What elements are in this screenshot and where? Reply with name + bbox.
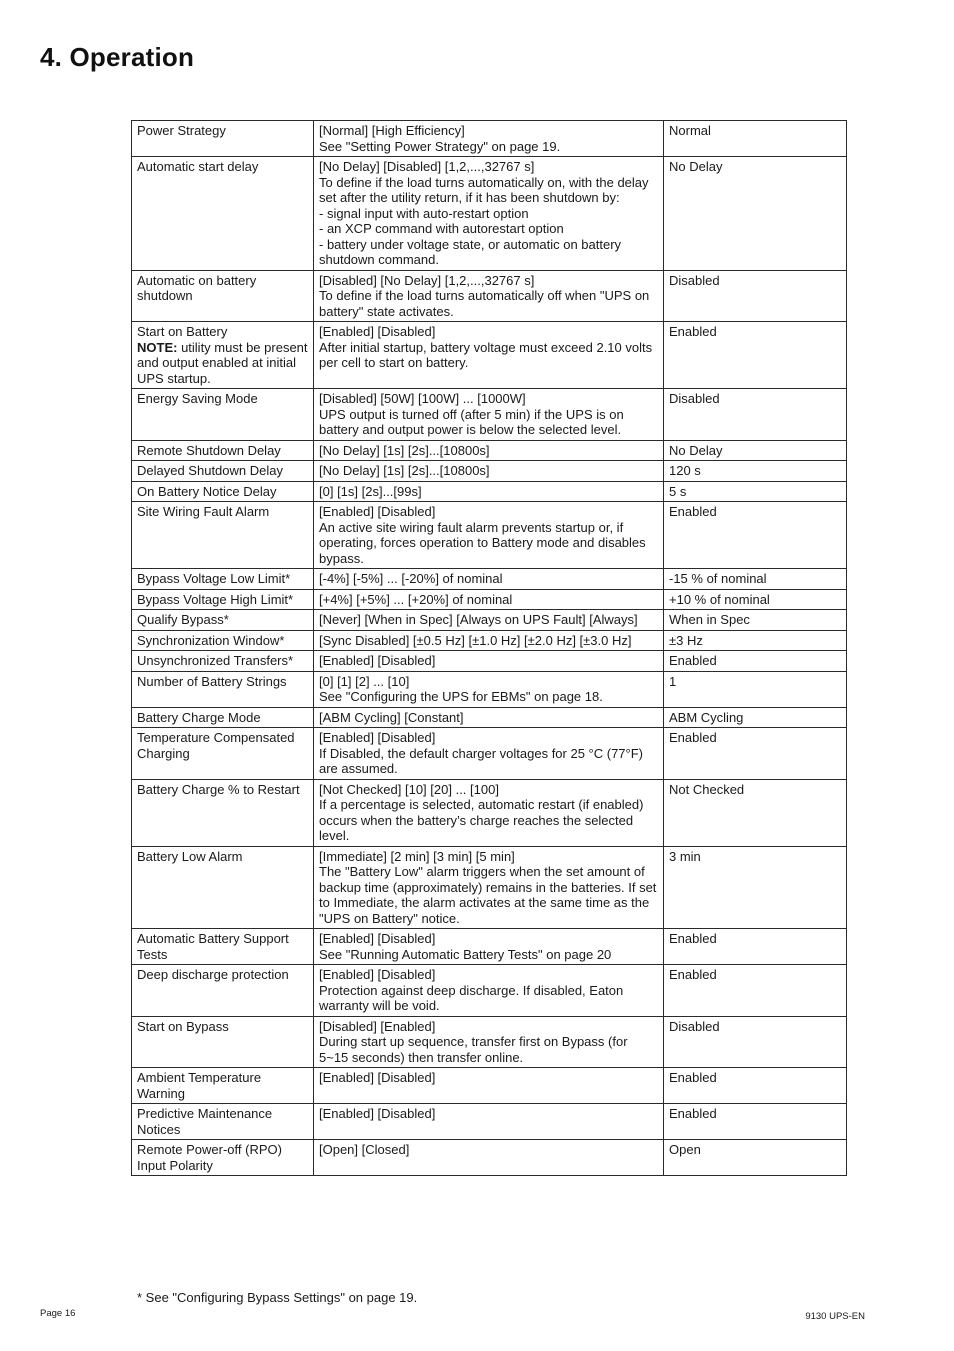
setting-name-cell: [132, 389, 314, 441]
setting-name-cell: [132, 707, 314, 728]
setting-options-cell: [314, 481, 664, 502]
setting-name-cell: [132, 461, 314, 482]
setting-option-line: After initial startup, battery voltage must exceed 2.10 volts per cell to start on battery.: [319, 339, 653, 370]
setting-option-line: [+4%] [+5%] ... [+20%] of nominal: [319, 591, 513, 607]
setting-option-line: [ABM Cycling] [Constant]: [319, 709, 464, 725]
setting-option-line: - signal input with auto-restart option: [319, 205, 529, 221]
setting-option-line: See "Setting Power Strategy" on page 19.: [319, 138, 561, 154]
setting-option-line: If a percentage is selected, automatic restart (if enabled) occurs when the battery’s charge reaches the selected level.: [319, 797, 644, 843]
setting-default: Open: [664, 1140, 847, 1176]
setting-option-line: If Disabled, the default charger voltages for 25 °C (77°F) are assumed.: [319, 745, 644, 776]
setting-options-cell: [314, 157, 664, 271]
setting-default: Enabled: [664, 929, 847, 965]
table-row: [132, 707, 847, 728]
setting-name-cell: [132, 1016, 314, 1068]
setting-option-line: [Enabled] [Disabled]: [319, 1106, 436, 1121]
setting-name: Automatic start delay: [137, 159, 259, 174]
setting-option-line: [Enabled] [Disabled]: [319, 324, 436, 339]
setting-name-cell: [132, 929, 314, 965]
setting-name: Remote Power-off (RPO) Input Polarity: [137, 1142, 282, 1173]
table-row: [132, 481, 847, 502]
setting-option-line: An active site wiring fault alarm prevents startup or, if operating, forces operation to Battery mode and disables bypass.: [319, 519, 646, 566]
setting-name: Synchronization Window*: [137, 632, 285, 648]
setting-default: Enabled: [664, 322, 847, 389]
setting-options-cell: [314, 502, 664, 569]
setting-name-cell: [132, 440, 314, 461]
settings-table-body: [132, 121, 847, 1176]
table-row: [132, 929, 847, 965]
setting-name: Battery Charge Mode: [137, 709, 261, 725]
table-row: [132, 121, 847, 157]
setting-name: Deep discharge protection: [137, 967, 289, 982]
settings-table: [131, 120, 847, 1176]
setting-option-line: [Enabled] [Disabled]: [319, 730, 436, 745]
setting-options-cell: [314, 728, 664, 780]
setting-default: Disabled: [664, 1016, 847, 1068]
setting-name: Bypass Voltage High Limit*: [137, 591, 294, 607]
setting-options-cell: [314, 1104, 664, 1140]
setting-name-cell: [132, 728, 314, 780]
table-row: [132, 389, 847, 441]
setting-name: Energy Saving Mode: [137, 391, 258, 406]
setting-default: Enabled: [664, 728, 847, 780]
setting-options-cell: [314, 440, 664, 461]
setting-default: ABM Cycling: [664, 707, 847, 728]
setting-options-cell: [314, 651, 664, 672]
setting-default: Enabled: [664, 1104, 847, 1140]
table-row: [132, 157, 847, 271]
setting-name: Battery Low Alarm: [137, 848, 243, 864]
setting-option-line: Protection against deep discharge. If disabled, Eaton warranty will be void.: [319, 982, 624, 1013]
setting-options-cell: [314, 569, 664, 590]
setting-default: -15 % of nominal: [664, 569, 847, 590]
setting-name-cell: [132, 846, 314, 929]
setting-option-line: [Disabled] [50W] [100W] ... [1000W]: [319, 391, 526, 406]
setting-name-cell: [132, 569, 314, 590]
setting-default: Enabled: [664, 1068, 847, 1104]
setting-name-cell: [132, 1140, 314, 1176]
setting-name-cell: [132, 121, 314, 157]
setting-default: Disabled: [664, 389, 847, 441]
setting-name: On Battery Notice Delay: [137, 483, 277, 499]
setting-default: +10 % of nominal: [664, 589, 847, 610]
setting-option-line: - battery under voltage state, or automatic on battery shutdown command.: [319, 236, 622, 267]
table-row: [132, 461, 847, 482]
setting-default: 1: [664, 671, 847, 707]
setting-default: Not Checked: [664, 779, 847, 846]
setting-name: Predictive Maintenance Notices: [137, 1106, 273, 1137]
table-row: [132, 270, 847, 322]
setting-options-cell: [314, 707, 664, 728]
setting-options-cell: [314, 929, 664, 965]
page-number: Page 16: [40, 1308, 76, 1319]
page-title: 4. Operation: [40, 42, 195, 72]
setting-name-cell: [132, 610, 314, 631]
setting-option-line: [No Delay] [1s] [2s]...[10800s]: [319, 442, 490, 458]
setting-option-line: [Disabled] [Enabled]: [319, 1018, 436, 1034]
setting-options-cell: [314, 1016, 664, 1068]
setting-option-line: To define if the load turns automatically off when "UPS on battery" state activates.: [319, 288, 650, 319]
setting-default: Disabled: [664, 270, 847, 322]
setting-default: Enabled: [664, 502, 847, 569]
table-row: [132, 1068, 847, 1104]
setting-default: Normal: [664, 121, 847, 157]
setting-name: Automatic on battery shutdown: [137, 272, 257, 303]
setting-name-cell: [132, 651, 314, 672]
setting-options-cell: [314, 121, 664, 157]
table-row: [132, 651, 847, 672]
setting-default: 120 s: [664, 461, 847, 482]
setting-name: Ambient Temperature Warning: [137, 1070, 262, 1101]
document-id: 9130 UPS-EN: [805, 1311, 865, 1322]
table-row: [132, 965, 847, 1017]
setting-name-cell: [132, 671, 314, 707]
setting-note: [137, 340, 309, 387]
footnote: * See "Configuring Bypass Settings" on page 19.: [137, 1290, 418, 1305]
setting-name: Bypass Voltage Low Limit*: [137, 571, 291, 586]
table-row: [132, 630, 847, 651]
table-row: [132, 440, 847, 461]
setting-name: Number of Battery Strings: [137, 673, 287, 689]
setting-name-cell: [132, 630, 314, 651]
setting-option-line: - an XCP command with autorestart option: [319, 221, 564, 236]
table-row: [132, 779, 847, 846]
setting-option-line: See "Configuring the UPS for EBMs" on page 18.: [319, 689, 603, 704]
table-row: [132, 846, 847, 929]
setting-default: Enabled: [664, 965, 847, 1017]
setting-option-line: [Enabled] [Disabled]: [319, 931, 436, 946]
setting-name: Remote Shutdown Delay: [137, 442, 281, 458]
setting-option-line: See "Running Automatic Battery Tests" on page 20: [319, 946, 612, 962]
setting-option-line: [Immediate] [2 min] [3 min] [5 min]: [319, 848, 515, 864]
table-row: [132, 1140, 847, 1176]
setting-options-cell: [314, 1068, 664, 1104]
setting-options-cell: [314, 270, 664, 322]
table-row: [132, 1104, 847, 1140]
setting-option-line: [Disabled] [No Delay] [1,2,...,32767 s]: [319, 272, 535, 288]
setting-options-cell: [314, 965, 664, 1017]
setting-default: No Delay: [664, 157, 847, 271]
setting-name: Start on Bypass: [137, 1018, 229, 1034]
setting-options-cell: [314, 322, 664, 389]
setting-default: When in Spec: [664, 610, 847, 631]
setting-option-line: [0] [1s] [2s]...[99s]: [319, 483, 422, 499]
table-row: [132, 671, 847, 707]
setting-option-line: [Never] [When in Spec] [Always on UPS Fault] [Always]: [319, 612, 638, 627]
setting-default: No Delay: [664, 440, 847, 461]
setting-name-cell: [132, 1104, 314, 1140]
setting-default: Enabled: [664, 651, 847, 672]
setting-name: Qualify Bypass*: [137, 612, 229, 627]
setting-name-cell: [132, 779, 314, 846]
setting-option-line: [-4%] [-5%] ... [-20%] of nominal: [319, 571, 503, 586]
setting-name: Site Wiring Fault Alarm: [137, 504, 270, 519]
note-label: NOTE:: [137, 339, 178, 355]
table-row: [132, 569, 847, 590]
table-row: [132, 502, 847, 569]
setting-name: Automatic Battery Support Tests: [137, 931, 289, 962]
setting-default: ±3 Hz: [664, 630, 847, 651]
setting-option-line: During start up sequence, transfer first on Bypass (for 5~15 seconds) then transfer online.: [319, 1034, 628, 1065]
setting-option-line: [Not Checked] [10] [20] ... [100]: [319, 781, 499, 797]
table-row: [132, 1016, 847, 1068]
setting-name: Temperature Compensated Charging: [137, 730, 295, 761]
setting-option-line: [Enabled] [Disabled]: [319, 1070, 436, 1085]
setting-option-line: [No Delay] [1s] [2s]...[10800s]: [319, 463, 490, 478]
setting-default: 3 min: [664, 846, 847, 929]
setting-option-line: [Enabled] [Disabled]: [319, 504, 436, 519]
setting-options-cell: [314, 630, 664, 651]
setting-options-cell: [314, 1140, 664, 1176]
setting-option-line: [Open] [Closed]: [319, 1142, 410, 1157]
table-row: [132, 589, 847, 610]
setting-name-cell: [132, 965, 314, 1017]
setting-option-line: UPS output is turned off (after 5 min) if the UPS is on battery and output power is below the selected level.: [319, 406, 624, 437]
setting-options-cell: [314, 671, 664, 707]
setting-option-line: [No Delay] [Disabled] [1,2,...,32767 s]: [319, 159, 535, 174]
setting-option-line: [0] [1] [2] ... [10]: [319, 673, 410, 689]
setting-options-cell: [314, 846, 664, 929]
setting-default: 5 s: [664, 481, 847, 502]
setting-options-cell: [314, 589, 664, 610]
setting-name-cell: [132, 157, 314, 271]
setting-options-cell: [314, 779, 664, 846]
setting-options-cell: [314, 461, 664, 482]
setting-option-line: The "Battery Low" alarm triggers when the set amount of backup time (approximately) remains in the batteries. If set to Immediate, the alarm activates at the same time as the "UPS on Battery" notice.: [319, 864, 657, 926]
setting-option-line: [Normal] [High Efficiency]: [319, 123, 465, 138]
setting-name-cell: [132, 322, 314, 389]
setting-name: Battery Charge % to Restart: [137, 781, 300, 797]
setting-name-cell: [132, 589, 314, 610]
table-row: [132, 728, 847, 780]
setting-option-line: [Sync Disabled] [±0.5 Hz] [±1.0 Hz] [±2.0 Hz] [±3.0 Hz]: [319, 632, 632, 648]
table-row: [132, 610, 847, 631]
setting-option-line: [Enabled] [Disabled]: [319, 967, 436, 982]
setting-name: Unsynchronized Transfers*: [137, 653, 294, 668]
setting-option-line: To define if the load turns automatically on, with the delay set after the utility return, if it has been shutdown by:: [319, 174, 649, 205]
setting-name: Power Strategy: [137, 123, 226, 138]
setting-name-cell: [132, 270, 314, 322]
setting-options-cell: [314, 610, 664, 631]
setting-name-cell: [132, 502, 314, 569]
setting-options-cell: [314, 389, 664, 441]
setting-name-cell: [132, 481, 314, 502]
setting-name: Start on Battery: [137, 324, 228, 339]
note-text: utility must be present and output enabled at initial UPS startup.: [137, 339, 308, 386]
setting-name: Delayed Shutdown Delay: [137, 463, 283, 478]
setting-name-cell: [132, 1068, 314, 1104]
table-row: [132, 322, 847, 389]
setting-option-line: [Enabled] [Disabled]: [319, 653, 436, 668]
